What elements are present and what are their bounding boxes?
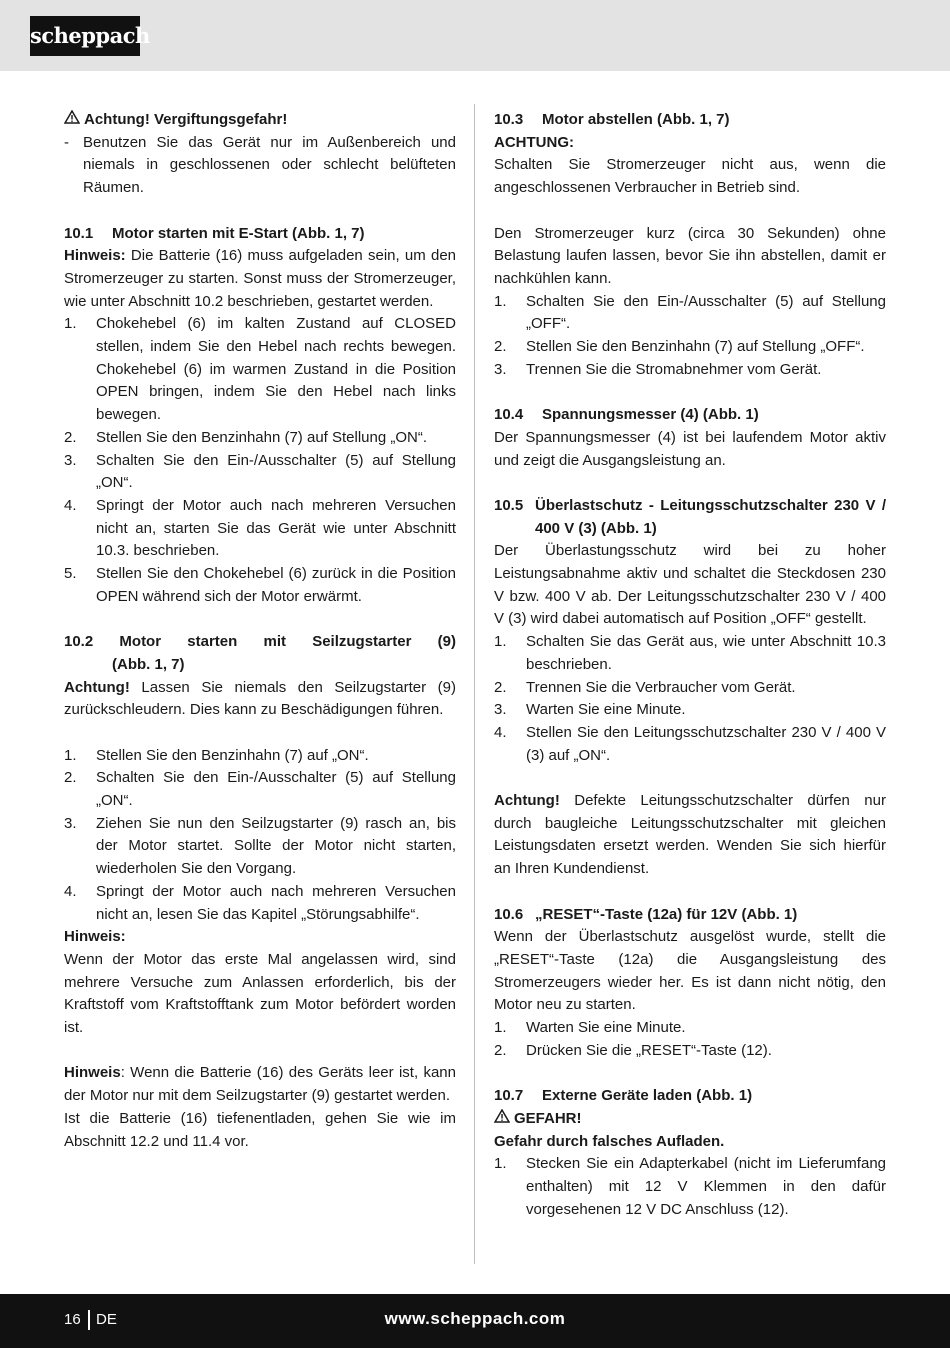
list-item: 4. Springt der Motor auch nach mehreren Versuchen nicht an, starten Sie das Gerät wie unter Abschnitt 10.3. beschrieben. [64, 496, 456, 560]
header-bar [0, 0, 950, 71]
section-heading-10-4: 10.4 Spannungsmesser (4) (Abb. 1) [494, 406, 759, 424]
brand-logo: scheppach [30, 16, 140, 56]
right-column [494, 109, 886, 1221]
warning-triangle-icon [494, 1109, 510, 1123]
section-heading-10-1: 10.1 Motor starten mit E-Start (Abb. 1, 7) [64, 224, 365, 242]
list-item: 1. Stecken Sie ein Adapterkabel (nicht im Lieferumfang enthalten) mit 12 V Klemmen in den dafür vorgesehenen 12 V DC Anschluss (12). [494, 1155, 886, 1218]
battery-note: Hinweis: Wenn die Batterie (16) des Geräts leer ist, kann der Motor nur mit dem Seilzugstarter (9) gestartet werden. [64, 1064, 456, 1105]
left-column [64, 109, 456, 1153]
list-item: 2. Trennen Sie die Verbraucher vom Gerät. [494, 678, 796, 696]
list-item: 2. Drücken Sie die „RESET“-Taste (12). [494, 1041, 772, 1059]
section-heading-10-6: 10.6 „RESET“-Taste (12a) für 12V (Abb. 1) [494, 905, 798, 923]
list-item: 1. Warten Sie eine Minute. [494, 1019, 686, 1037]
list-item: 1. Chokehebel (6) im kalten Zustand auf CLOSED stellen, indem Sie den Hebel nach rechts bewegen. Chokehebel (6) im warmen Zustand in die Position OPEN bringen, indem Sie den Hebel nach links bewegen. [64, 315, 456, 424]
list-item: 3. Schalten Sie den Ein-/Ausschalter (5) auf Stellung „ON“. [64, 451, 456, 492]
poison-warning-item: - Benutzen Sie das Gerät nur im Außenbereich und niemals in geschlossenen oder schlecht belüfteten Räumen. [64, 133, 456, 197]
list-item: 3. Ziehen Sie nun den Seilzugstarter (9) rasch an, bis der Motor startet. Sollte der Motor nicht starten, wiederholen Sie den Vorgang. [64, 814, 456, 878]
note-label: Hinweis: [64, 928, 126, 946]
warning-triangle-icon [64, 110, 80, 124]
list-item: 2. Stellen Sie den Benzinhahn (7) auf Stellung „OFF“. [494, 338, 865, 356]
section-warning: Achtung! Lassen Sie niemals den Seilzugstarter (9) zurückschleudern. Dies kann zu Beschädigungen führen. [64, 678, 456, 719]
battery-deep-discharge-note: Ist die Batterie (16) tiefenentladen, gehen Sie wie im Abschnitt 12.2 und 11.4 vor. [64, 1109, 456, 1150]
section-heading-10-3: 10.3 Motor abstellen (Abb. 1, 7) [494, 111, 730, 128]
list-item: 1. Stellen Sie den Benzinhahn (7) auf „ON“. [64, 746, 369, 764]
list-item: 5. Stellen Sie den Chokehebel (6) zurück in die Position OPEN während sich der Motor erwärmt. [64, 565, 456, 605]
list-item: 2. Schalten Sie den Ein-/Ausschalter (5) auf Stellung „ON“. [64, 769, 456, 810]
list-item: 3. Warten Sie eine Minute. [494, 701, 686, 719]
section-warning: Achtung! Defekte Leitungsschutzschalter dürfen nur durch baugleiche Leitungsschutzschalter mit gleichen Leistungsdaten ersetzt werden. Wenden Sie sich hierfür an Ihren Kundendienst. [494, 792, 886, 878]
section-heading-10-5: 10.5 Überlastschutz - Leitungsschutzschalter 230 V / 400 V (3) (Abb. 1) [494, 496, 886, 537]
footer-bar [0, 1294, 950, 1348]
list-item: 4. Stellen Sie den Leitungsschutzschalter 230 V / 400 V (3) auf „ON“. [494, 723, 886, 764]
list-item: 1. Schalten Sie das Gerät aus, wie unter Abschnitt 10.3 beschrieben. [494, 633, 886, 673]
column-divider [474, 104, 475, 1264]
section-warning-label: ACHTUNG: [494, 133, 574, 151]
danger-label: GEFAHR! [494, 1108, 886, 1131]
poison-warning-title: Achtung! Vergiftungsgefahr! [64, 109, 456, 132]
section-intro: Den Stromerzeuger kurz (circa 30 Sekunden) ohne Belastung laufen lassen, bevor Sie ihn abstellen, damit er nachkühlen kann. [494, 224, 886, 287]
list-item: 1. Schalten Sie den Ein-/Ausschalter (5) auf Stellung „OFF“. [494, 292, 886, 333]
section-heading-10-7: 10.7 Externe Geräte laden (Abb. 1) [494, 1087, 753, 1105]
website-link[interactable]: www.scheppach.com [384, 1309, 566, 1328]
section-warning-text: Schalten Sie Stromerzeuger nicht aus, wenn die angeschlossenen Verbraucher in Betrieb sind. [494, 156, 886, 197]
list-item: 4. Springt der Motor auch nach mehreren Versuchen nicht an, lesen Sie das Kapitel „Störungsabhilfe“. [64, 882, 456, 923]
page-language: DE [96, 1311, 117, 1328]
list-item: 2. Stellen Sie den Benzinhahn (7) auf Stellung „ON“. [64, 428, 428, 446]
page-number: 16 [64, 1311, 81, 1328]
section-note: Hinweis: Die Batterie (16) muss aufgeladen sein, um den Stromerzeuger zu starten. Sonst muss der Stromerzeuger, wie unter Abschnitt 10.2 beschrieben, gestartet werden. [64, 247, 456, 310]
section-heading-10-2-line2: (Abb. 1, 7) [112, 655, 185, 673]
list-item: 3. Trennen Sie die Stromabnehmer vom Gerät. [494, 360, 822, 378]
danger-text: Gefahr durch falsches Aufladen. [494, 1132, 725, 1150]
section-text: Der Spannungsmesser (4) ist bei laufendem Motor aktiv und zeigt die Ausgangsleistung an. [494, 428, 886, 469]
section-text: Der Überlastungsschutz wird bei zu hoher Leistungsabnahme aktiv und schaltet die Steckdosen 230 V bzw. 400 V ab. Der Leitungsschutzschalter 230 V / 400 V (3) wird dabei automatisch auf Position „OFF“ gestellt. [494, 542, 886, 628]
note-text: Wenn der Motor das erste Mal angelassen wird, sind mehrere Versuche zum Anlassen erforderlich, bis der Kraftstoff vom Kraftstofftank zum Motor befördert worden ist. [64, 950, 456, 1037]
section-heading-10-2: 10.2 Motor starten mit Seilzugstarter (9) [64, 633, 456, 651]
section-text: Wenn der Überlastschutz ausgelöst wurde, stellt die „RESET“-Taste (12a) die Ausgangsleistung des Stromerzeugers wieder her. Es ist dann nicht nötig, den Motor neu zu starten. [494, 928, 886, 1014]
